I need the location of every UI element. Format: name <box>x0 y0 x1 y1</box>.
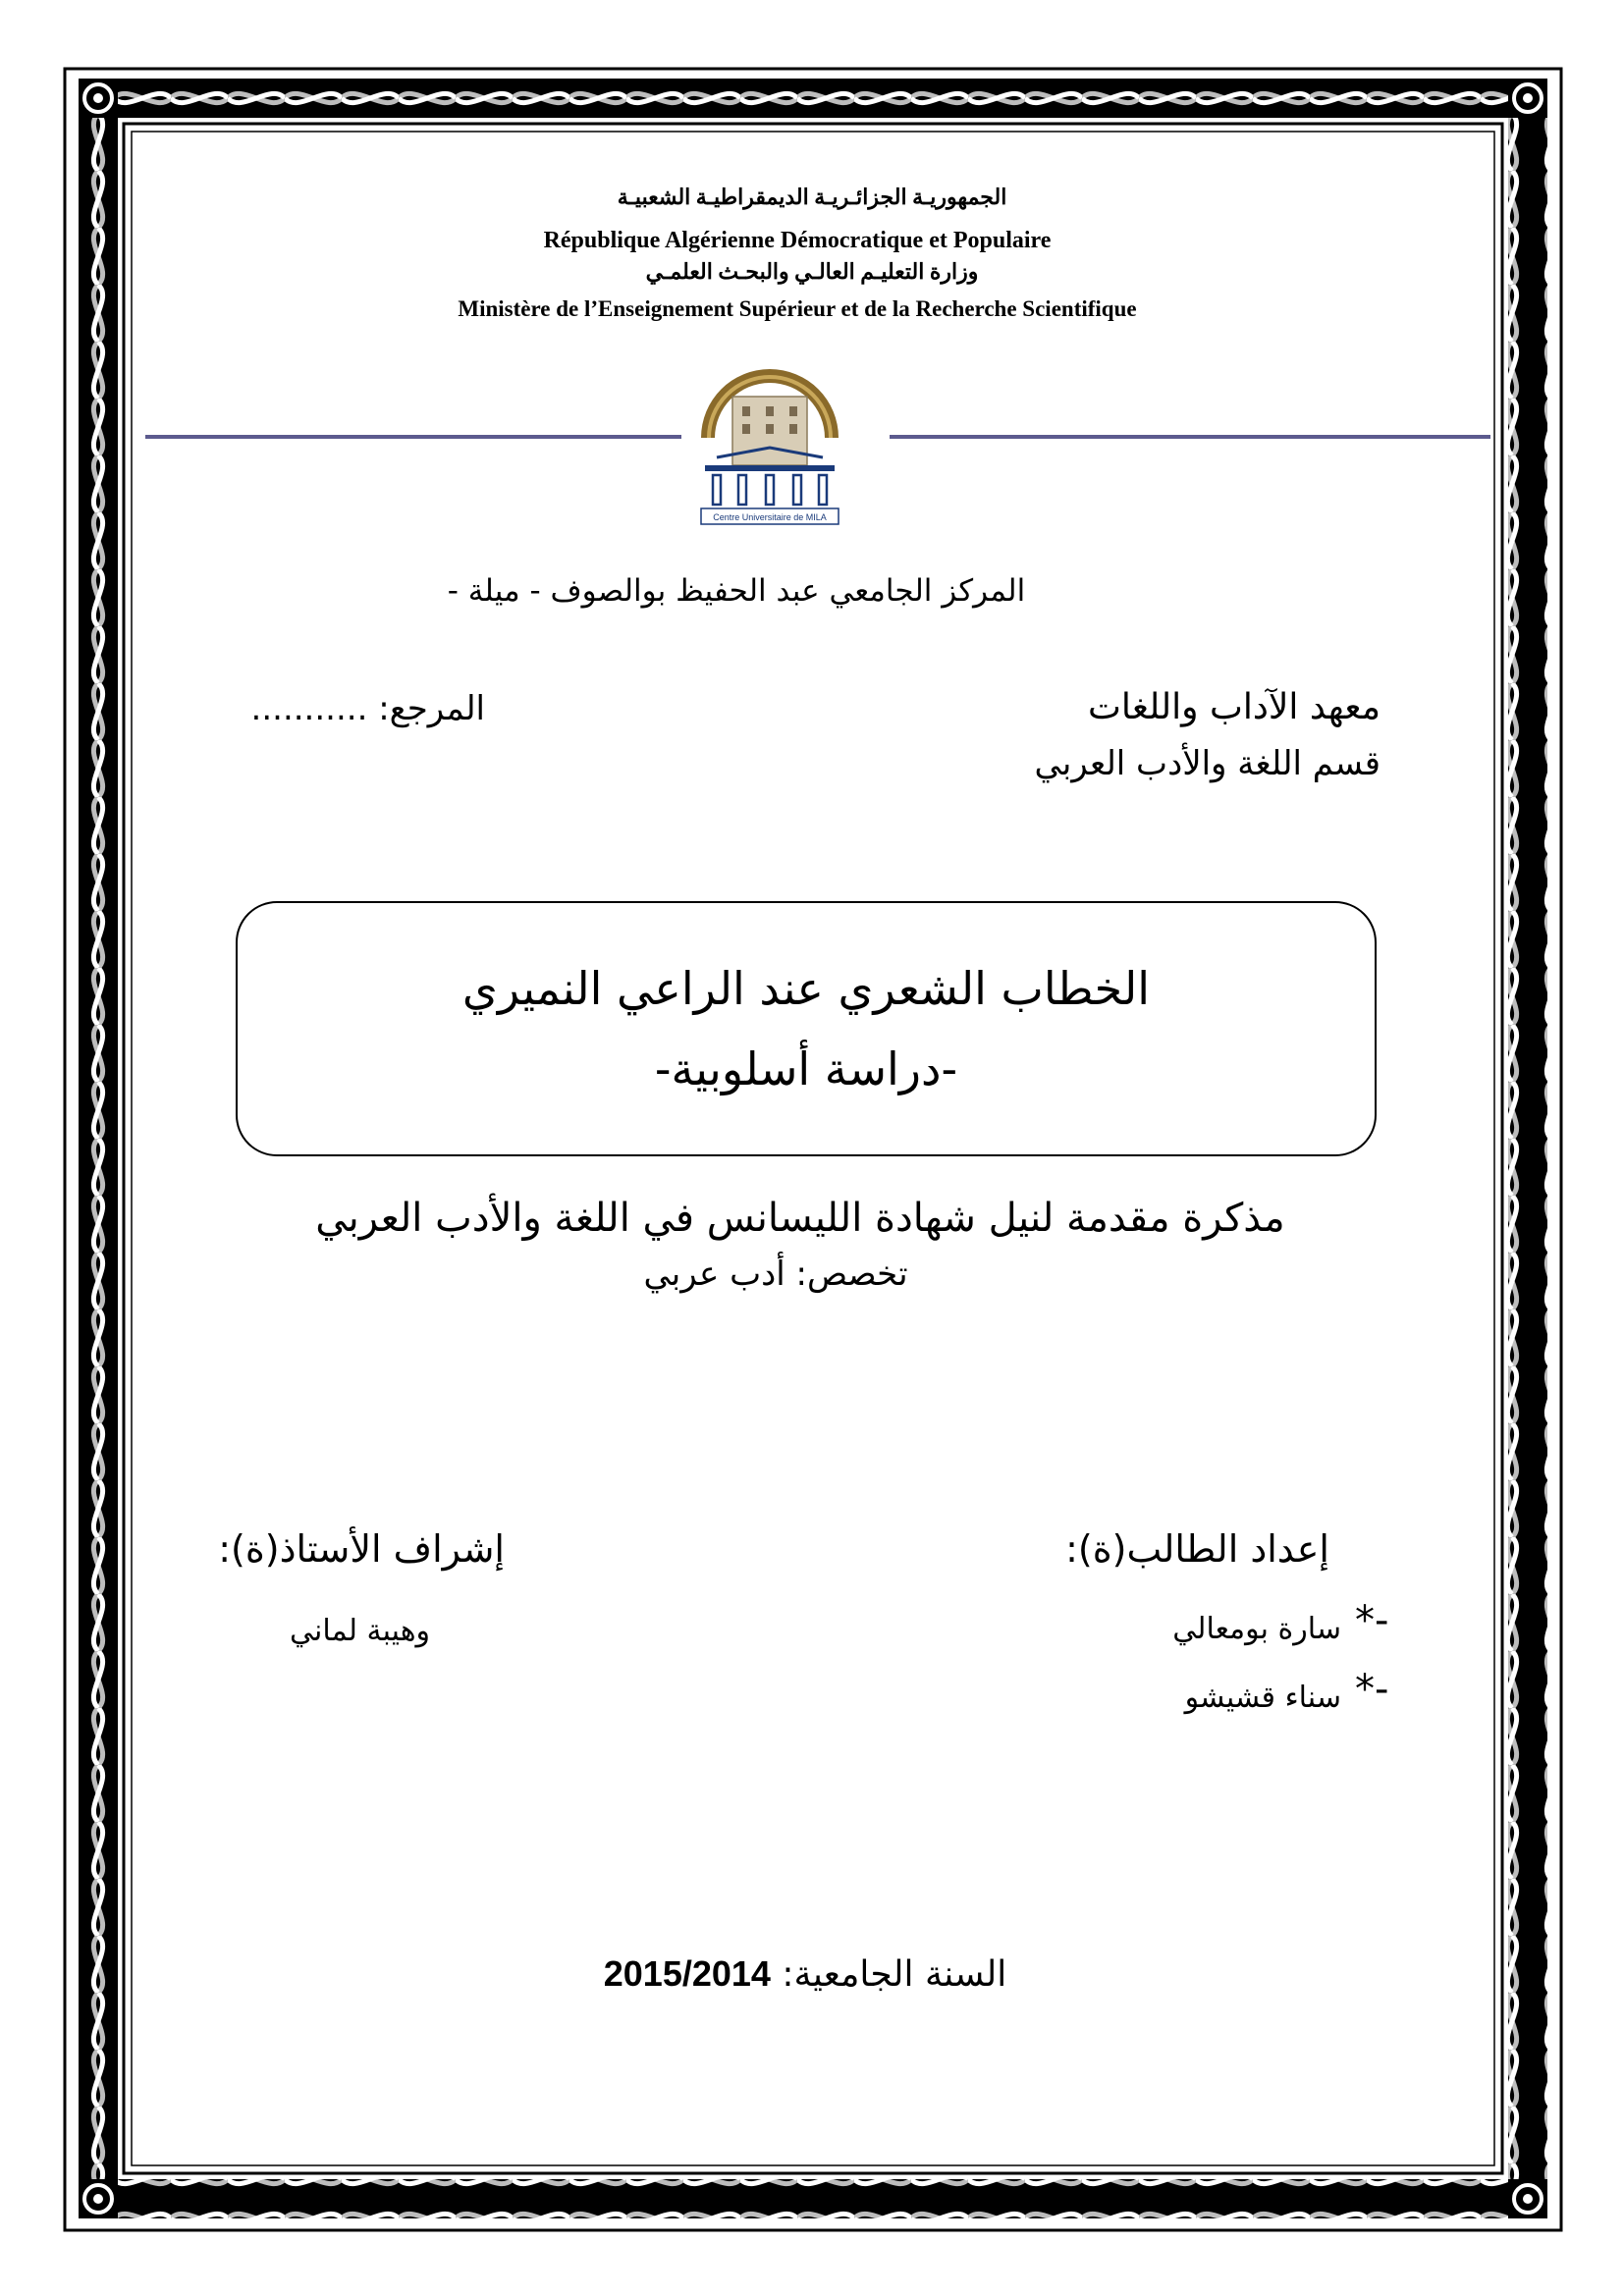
academic-year-value: 2015/2014 <box>603 1953 771 1994</box>
academic-year-label: السنة الجامعية: <box>782 1954 1007 1995</box>
thesis-subtitle: -دراسة أسلوبية- <box>654 1042 958 1095</box>
logo-caption: Centre Universitaire de MILA <box>713 512 827 522</box>
students-label: إعداد الطالب(ة): <box>1065 1527 1329 1571</box>
corner-ornament <box>79 79 118 118</box>
student-name-2: سناء قشيشو <box>1184 1681 1341 1715</box>
thesis-note: مذكرة مقدمة لنيل شهادة الليسانس في اللغة والأدب العربي <box>315 1196 1285 1241</box>
institute-name: معهد الآداب واللغات <box>1088 687 1380 727</box>
supervisor-label: إشراف الأستاذ(ة): <box>218 1527 505 1571</box>
republic-french: République Algérienne Démocratique et Populaire <box>543 228 1052 253</box>
academic-year <box>511 1953 1100 1995</box>
student-name-1: سارة بومعالي <box>1172 1612 1341 1646</box>
bullet-marker: *- <box>1355 1598 1389 1643</box>
supervisor-name: وهيبة لماني <box>289 1614 430 1648</box>
thesis-title: الخطاب الشعري عند الراعي النميري <box>461 962 1151 1015</box>
thesis-title-box <box>236 901 1377 1156</box>
center-name: المركز الجامعي عبد الحفيظ بوالصوف - ميلة - <box>447 573 1026 609</box>
republic-arabic: الجمهوريـة الجزائـريـة الديمقراطيـة الشعبيـة <box>617 185 1007 209</box>
ministry-french: Ministère de l’Enseignement Supérieur et de la Recherche Scientifique <box>458 296 1137 321</box>
bullet-marker: *- <box>1355 1667 1389 1712</box>
university-logo <box>687 361 852 538</box>
department-name: قسم اللغة والأدب العربي <box>1034 744 1380 783</box>
specialization: تخصص: أدب عربي <box>643 1255 908 1294</box>
ministry-arabic: وزارة التعليـم العالـي والبحـث العلمـي <box>645 259 979 284</box>
header-rule-left <box>145 435 681 439</box>
header-rule-right <box>890 435 1490 439</box>
reference-number: المرجع: ........... <box>250 689 485 728</box>
